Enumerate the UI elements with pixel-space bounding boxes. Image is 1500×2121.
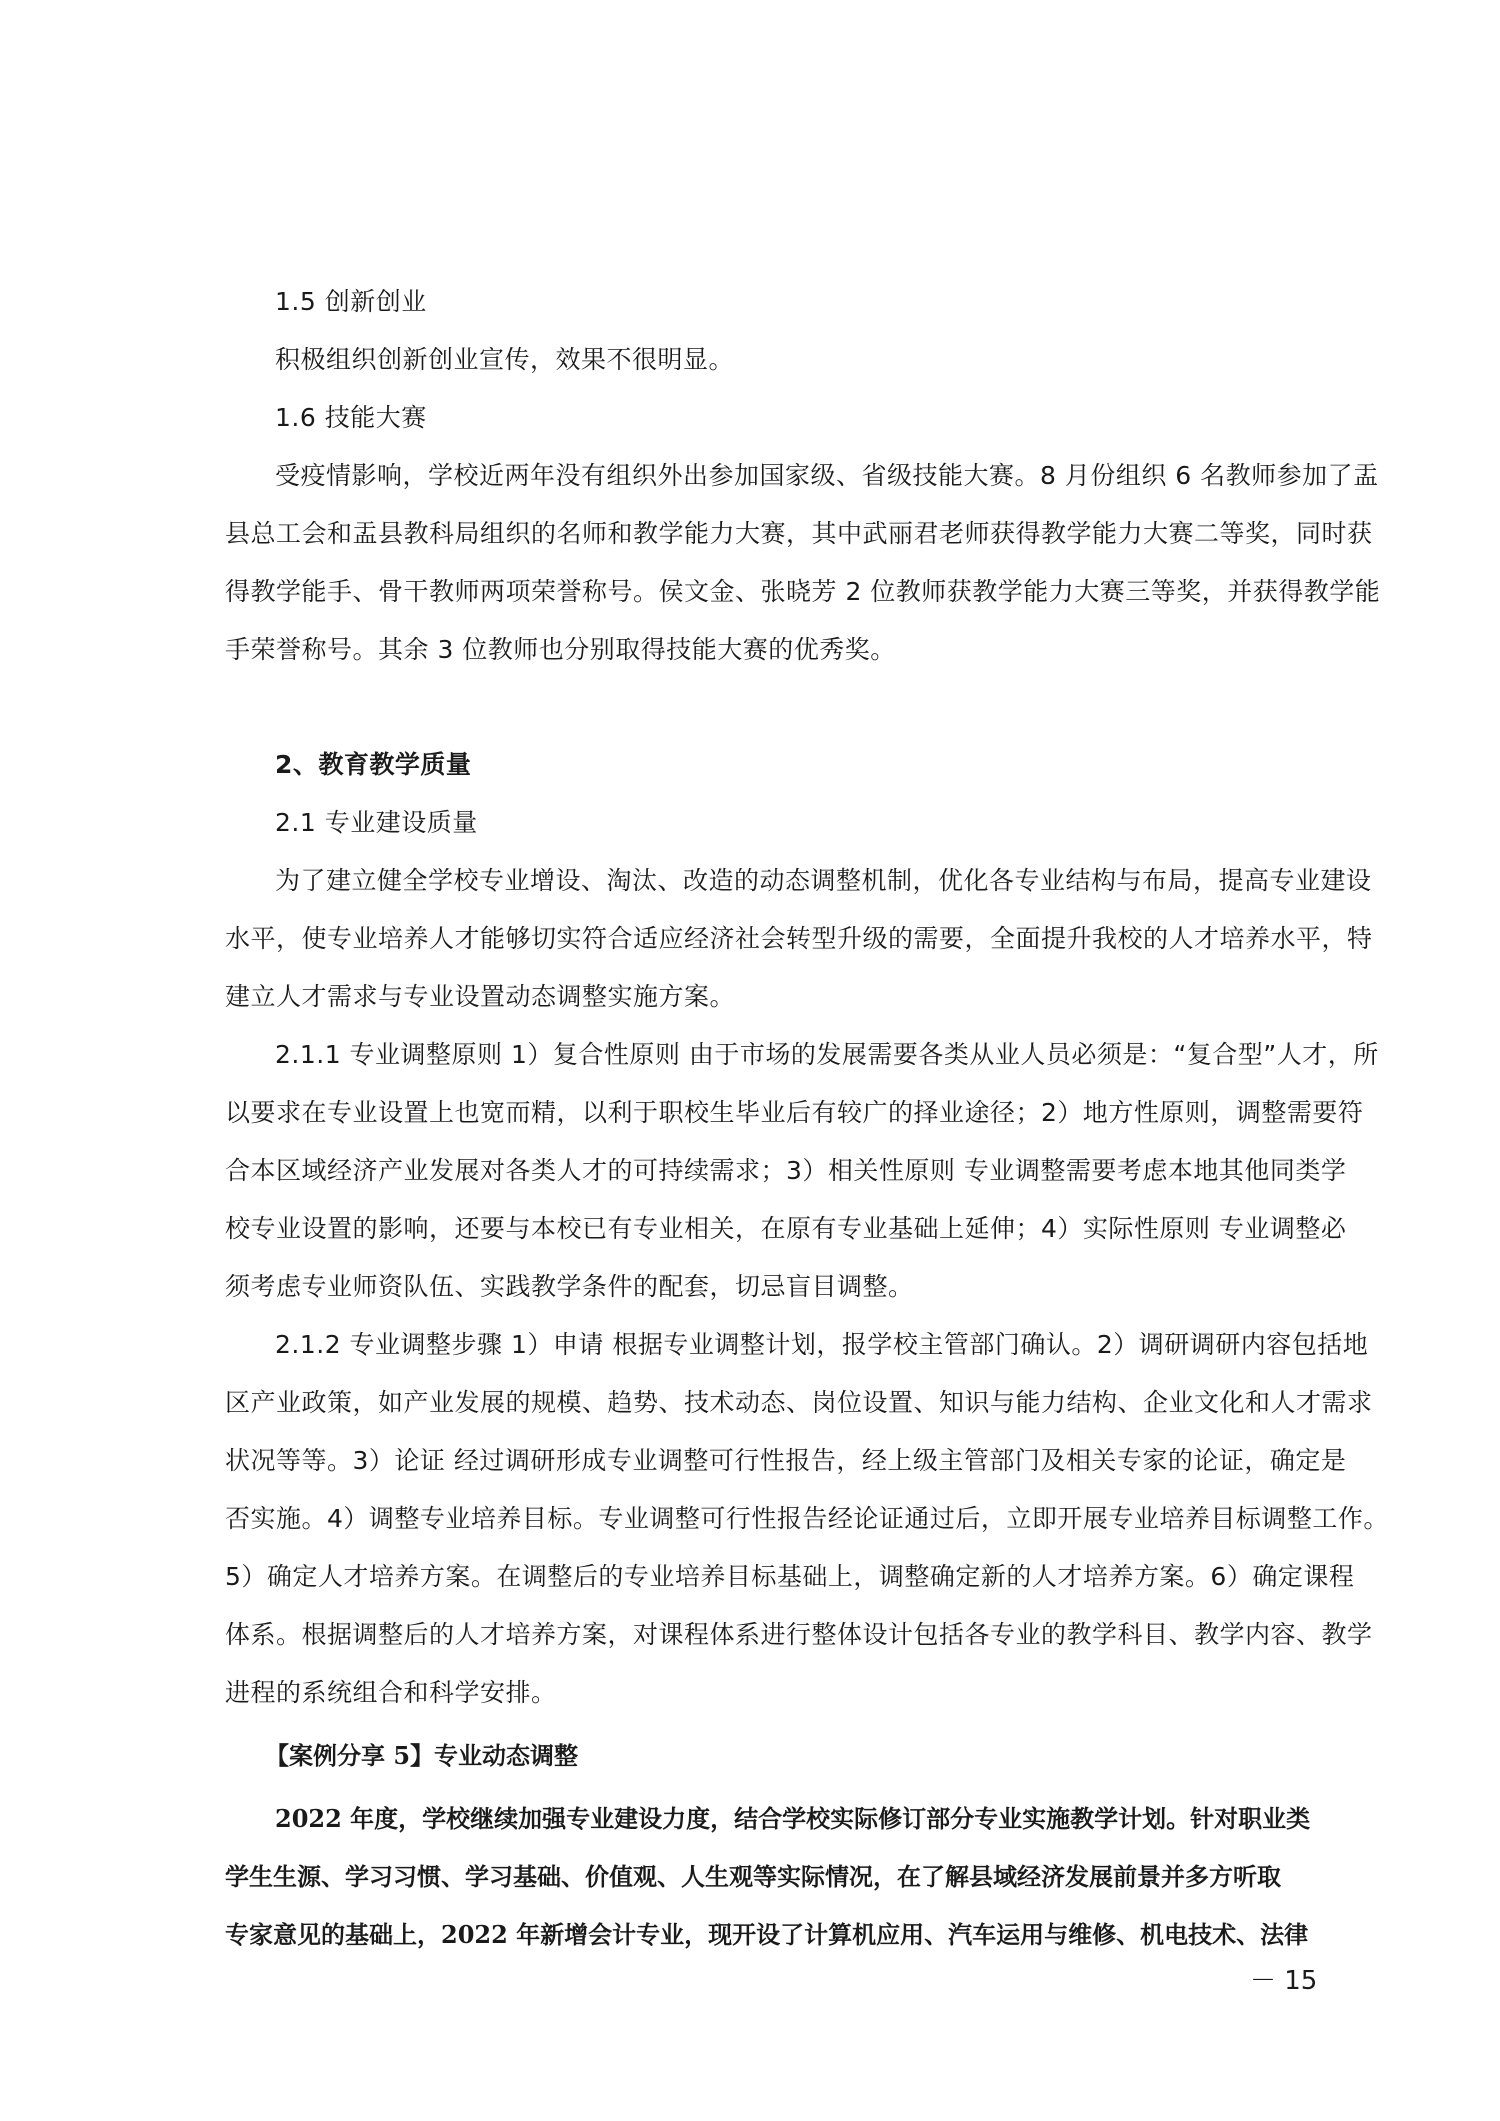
section-2-heading: 2、教育教学质量 [275,750,472,779]
paragraph-line: 为了建立健全学校专业增设、淘汰、改造的动态调整机制，优化各专业结构与布局，提高专业建设 [275,866,1372,895]
page-number: － 15 [1250,1966,1318,1996]
paragraph-line: 以要求在专业设置上也宽而精，以利于职校生毕业后有较广的择业途径；2）地方性原则，调整需要符 [225,1098,1364,1127]
paragraph-line: 5）确定人才培养方案。在调整后的专业培养目标基础上，调整确定新的人才培养方案。6）确定课程 [225,1562,1355,1591]
paragraph-line: 手荣誉称号。其余 3 位教师也分别取得技能大赛的优秀奖。 [225,635,896,664]
paragraph-line: 区产业政策，如产业发展的规模、趋势、技术动态、岗位设置、知识与能力结构、企业文化和人才需求 [225,1388,1373,1417]
paragraph-line: 2022 年度，学校继续加强专业建设力度，结合学校实际修订部分专业实施教学计划。针对职业类 [275,1804,1311,1833]
paragraph-line: 学生生源、学习习惯、学习基础、价值观、人生观等实际情况，在了解县域经济发展前景并多方听取 [225,1862,1281,1891]
section-1-5-heading: 1.5 创新创业 [275,287,427,316]
case-5-paragraph [225,1790,1385,1964]
paragraph-line: 状况等等。3）论证 经过调研形成专业调整可行性报告，经上级主管部门及相关专家的论证，确定是 [225,1446,1347,1475]
section-2-1-heading: 2.1 专业建设质量 [275,808,478,837]
paragraph-line: 水平，使专业培养人才能够切实符合适应经济社会转型升级的需要，全面提升我校的人才培养水平，特 [225,924,1373,953]
section-1-5-body: 积极组织创新创业宣传，效果不很明显。 [275,345,735,374]
paragraph-line: 须考虑专业师资队伍、实践教学条件的配套，切忌盲目调整。 [225,1272,914,1301]
paragraph-line: 专家意见的基础上，2022 年新增会计专业，现开设了计算机应用、汽车运用与维修、机电技术、法律 [225,1920,1309,1949]
paragraph-line: 体系。根据调整后的人才培养方案，对课程体系进行整体设计包括各专业的教学科目、教学内容、教学 [225,1620,1373,1649]
paragraph-line: 受疫情影响，学校近两年没有组织外出参加国家级、省级技能大赛。8 月份组织 6 名教师参加了盂 [275,461,1379,490]
paragraph-line: 2.1.1 专业调整原则 1）复合性原则 由于市场的发展需要各类从业人员必须是：“复合型”人才，所 [275,1040,1379,1069]
paragraph-line: 建立人才需求与专业设置动态调整实施方案。 [225,982,736,1011]
paragraph-line: 校专业设置的影响，还要与本校已有专业相关，在原有专业基础上延伸；4）实际性原则 专业调整必 [225,1214,1347,1243]
paragraph-line: 合本区域经济产业发展对各类人才的可持续需求；3）相关性原则 专业调整需要考虑本地其他同类学 [225,1156,1347,1185]
section-2-1-1-paragraph [225,1026,1385,1316]
section-2-1-paragraph [225,852,1385,1026]
case-5-heading: 【案例分享 5】专业动态调整 [265,1741,579,1770]
paragraph-line: 否实施。4）调整专业培养目标。专业调整可行性报告经论证通过后，立即开展专业培养目标调整工作。 [225,1504,1389,1533]
section-1-6-paragraph [225,447,1385,679]
section-1-6-heading: 1.6 技能大赛 [275,403,427,432]
paragraph-line: 进程的系统组合和科学安排。 [225,1678,557,1707]
paragraph-line: 2.1.2 专业调整步骤 1）申请 根据专业调整计划，报学校主管部门确认。2）调研调研内容包括地 [275,1330,1369,1359]
section-2-1-2-paragraph [225,1316,1389,1722]
paragraph-line: 县总工会和盂县教科局组织的名师和教学能力大赛，其中武丽君老师获得教学能力大赛二等奖，同时获 [225,519,1373,548]
paragraph-line: 得教学能手、骨干教师两项荣誉称号。侯文金、张晓芳 2 位教师获教学能力大赛三等奖，并获得教学能 [225,577,1381,606]
